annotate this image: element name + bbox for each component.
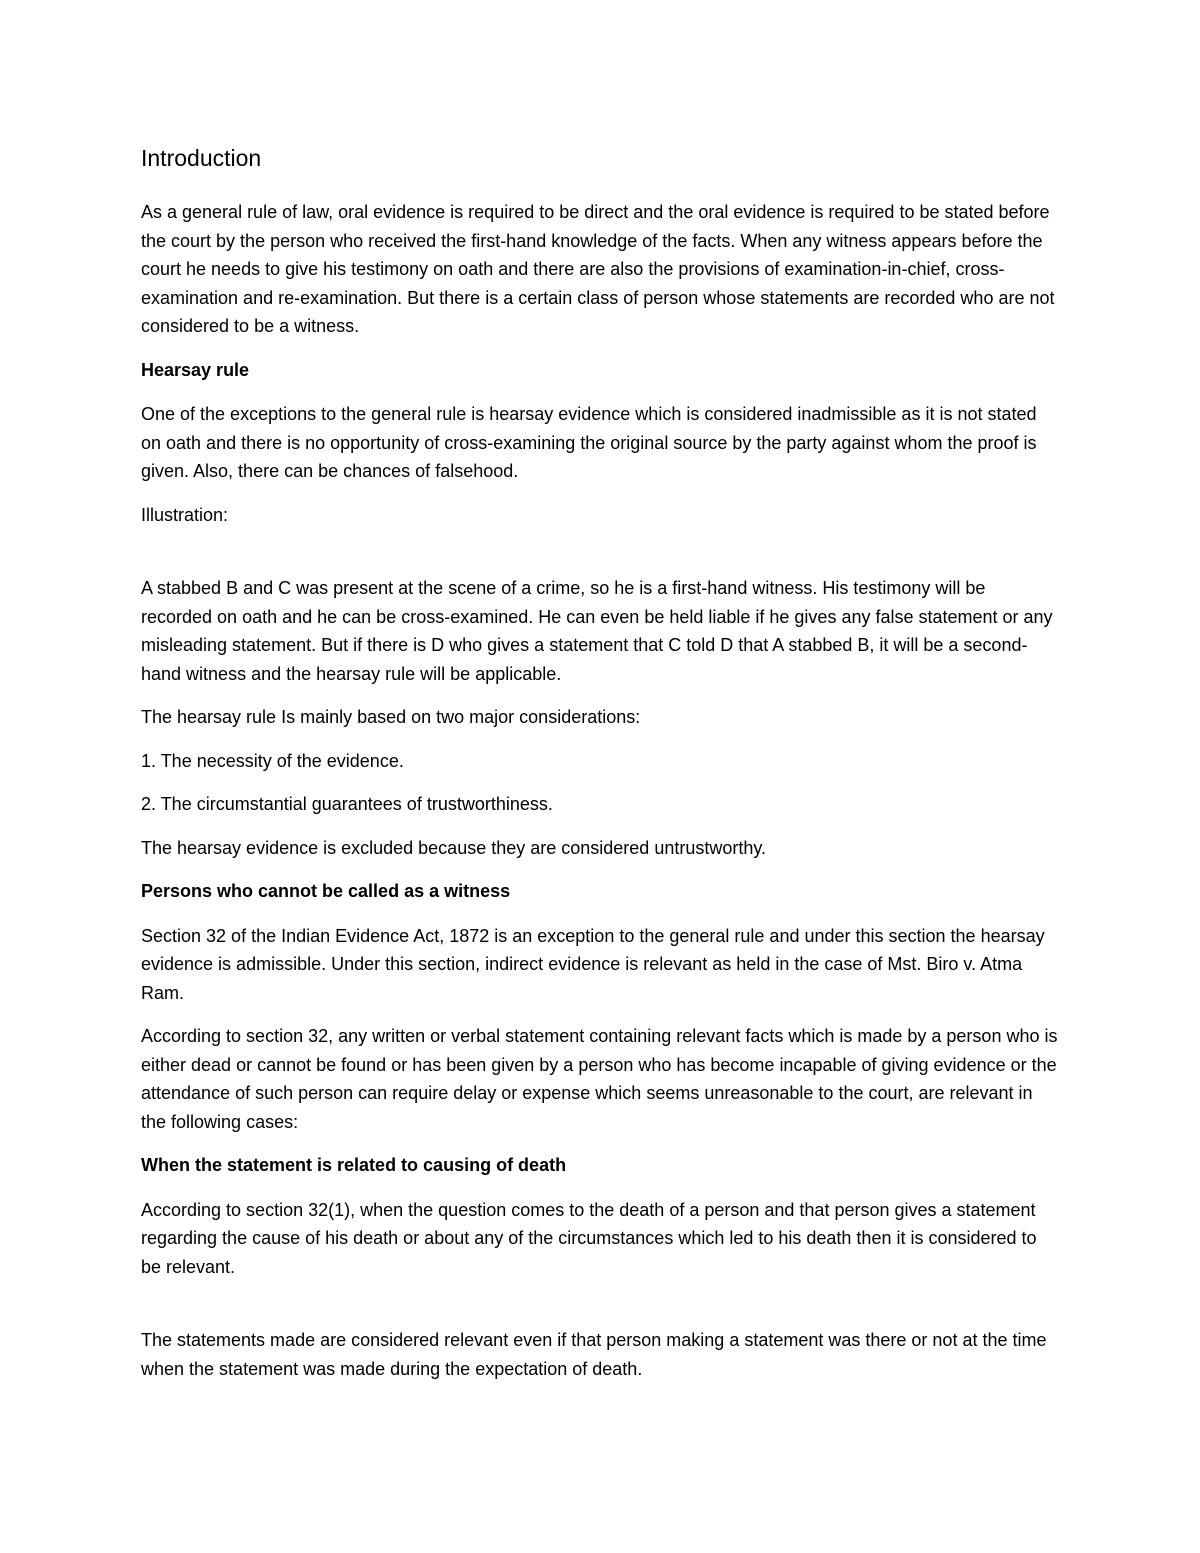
death-statement-heading: When the statement is related to causing of death: [141, 1155, 567, 1175]
document-title: Introduction: [141, 145, 262, 171]
illustration-paragraph: A stabbed B and C was present at the scene of a crime, so he is a first-hand witness. His testimony will be recorded on oath and he can be cross-examined. He can even be held liable if he gives any false statement or any misleading statement. But if there is D who gives a statement that C told D that A stabbed B, it will be a second-hand witness and the hearsay rule will be applicable.: [141, 578, 1053, 684]
intro-paragraph: As a general rule of law, oral evidence is required to be direct and the oral evidence is required to be stated before the court by the person who received the first-hand knowledge of the facts. When any witness appears before the court he needs to give his testimony on oath and there are also the provisions of examination-in-chief, cross-examination and re-examination. But there is a certain class of person whose statements are recorded who are not considered to be a witness.: [141, 202, 1055, 336]
blank-line: [141, 1296, 1061, 1326]
exclusion-paragraph: The hearsay evidence is excluded because they are considered untrustworthy.: [141, 837, 767, 858]
blank-line: [141, 544, 1061, 574]
document-page: [141, 140, 1061, 1398]
consideration-item-2: 2. The circumstantial guarantees of trustworthiness.: [141, 794, 553, 814]
section-32-detail-paragraph: According to section 32, any written or verbal statement containing relevant facts which is made by a person who is either dead or cannot be found or has been given by a person who has become incapable of giving evidence or the attendance of such person can require delay or expense which seems unreasonable to the court, are relevant in the following cases:: [141, 1026, 1058, 1132]
hearsay-paragraph: One of the exceptions to the general rule is hearsay evidence which is considered inadmissible as it is not stated on oath and there is no opportunity of cross-examining the original source by the party against whom the proof is given. Also, there can be chances of falsehood.: [141, 404, 1037, 481]
considerations-intro: The hearsay rule Is mainly based on two major considerations:: [141, 707, 641, 727]
hearsay-rule-heading: Hearsay rule: [141, 359, 250, 380]
expectation-of-death-paragraph: The statements made are considered relevant even if that person making a statement was there or not at the time when the statement was made during the expectation of death.: [141, 1330, 1047, 1379]
section-32-paragraph: Section 32 of the Indian Evidence Act, 1872 is an exception to the general rule and under this section the hearsay evidence is admissible. Under this section, indirect evidence is relevant as held in the case of Mst. Biro v. Atma Ram.: [141, 925, 1045, 1003]
persons-heading: Persons who cannot be called as a witness: [141, 881, 511, 901]
section-32-1-paragraph: According to section 32(1), when the question comes to the death of a person and that person gives a statement regarding the cause of his death or about any of the circumstances which led to his death then it is considered to be relevant.: [141, 1199, 1037, 1277]
consideration-item-1: 1. The necessity of the evidence.: [141, 750, 404, 771]
illustration-label: Illustration:: [141, 504, 229, 525]
